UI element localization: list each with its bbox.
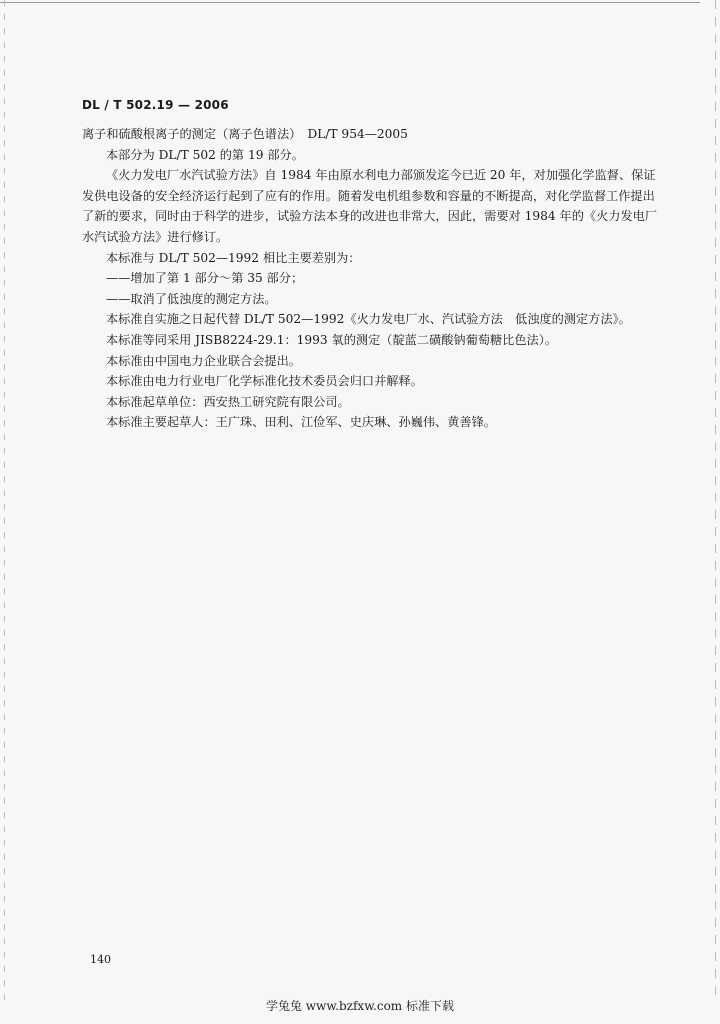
paragraph-replaces: 本标准自实施之日起代替 DL/T 502—1992《火力发电厂水、汽试验方法 低浊度的测定方法》。 [106,312,631,327]
paragraph-cont: 离子和硫酸根离子的测定（离子色谱法） DL/T 954—2005 [82,127,408,141]
paragraph-drafting-unit: 本标准起草单位：西安热工研究院有限公司。 [106,394,350,409]
body-text [82,124,660,433]
paragraph-history: 《火力发电厂水汽试验方法》自 1984 年由原水利电力部颁发迄今已近 20 年，对加强化学监督、保证发供电设备的安全经济运行起到了应有的作用。随着发电机组参数和容量的不断提高，对化学监督工作提出了新的要求，同时由于科学的进步，试验方法本身的改进也非常大，因此，需要对 1984 年的《火力发电厂水汽试验方法》进行修订。 [82,168,658,244]
list-item-removed: ——取消了低浊度的测定方法。 [106,291,277,306]
list-item-added: ——增加了第 1 部分～第 35 部分； [106,271,304,286]
paragraph-differences: 本标准与 DL/T 502—1992 相比主要差别为： [106,250,361,265]
scan-edge-right [715,0,716,1000]
paragraph-part-note: 本部分为 DL/T 502 的第 19 部分。 [106,147,304,162]
footer-watermark: 学兔兔 www.bzfxw.com 标准下载 [265,999,455,1013]
scan-edge-top [0,2,700,3]
paragraph-proposer: 本标准由中国电力企业联合会提出。 [106,353,301,368]
paragraph-committee: 本标准由电力行业电厂化学标准化技术委员会归口并解释。 [106,374,423,389]
standard-header: DL / T 502.19 — 2006 [82,98,229,112]
page-number: 140 [90,953,111,966]
paragraph-drafters: 本标准主要起草人：王广珠、田利、江俭军、史庆琳、孙巍伟、黄善锋。 [106,415,496,430]
scan-edge-left [4,0,5,1000]
paragraph-adoption: 本标准等同采用 JISB8224-29.1：1993 氧的测定（靛蓝二磺酸钠葡萄糖比色法）。 [106,332,558,347]
